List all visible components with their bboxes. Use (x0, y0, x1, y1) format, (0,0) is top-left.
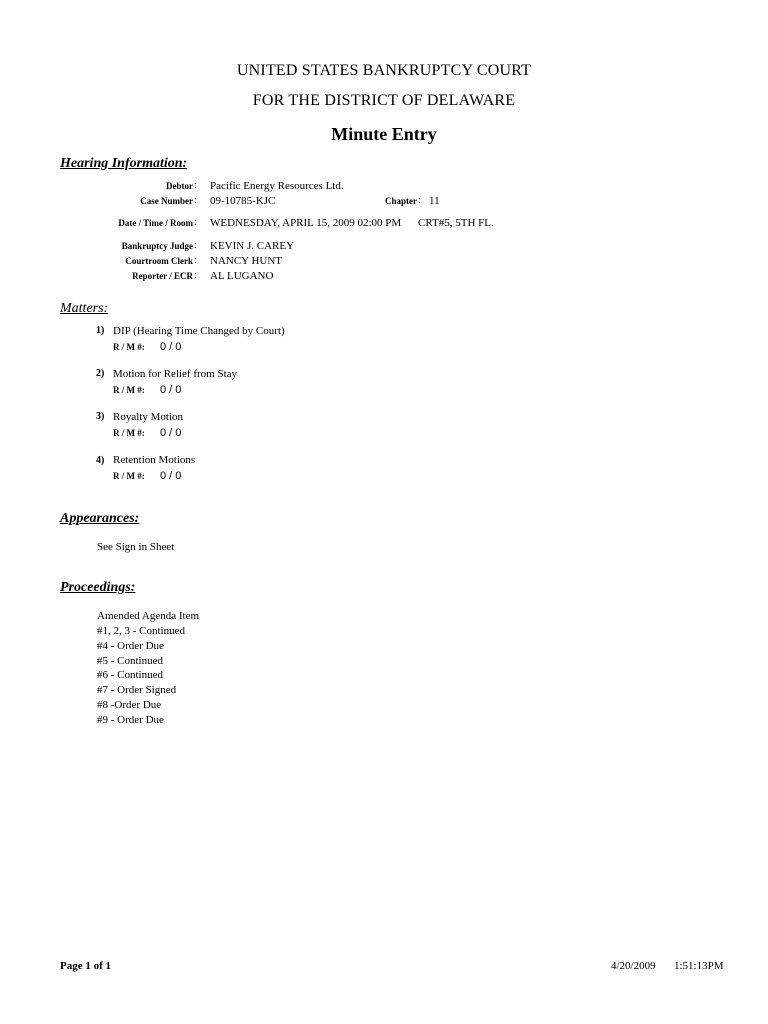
district-name: FOR THE DISTRICT OF DELAWARE (252, 92, 516, 109)
appearances-heading: Appearances: (60, 511, 140, 526)
matter-text: Retention Motions (113, 454, 196, 466)
proceedings-heading: Proceedings: (60, 580, 136, 595)
colon: : (194, 195, 197, 206)
rm-label: R / M #: (113, 385, 145, 395)
proceedings-line: #1, 2, 3 - Continued (97, 625, 185, 637)
proceedings-line: #6 - Continued (97, 669, 163, 681)
matter-number: 3) (96, 411, 105, 422)
rm-label: R / M #: (113, 342, 145, 352)
proceedings-line: #4 - Order Due (97, 640, 164, 652)
matter-text: DIP (Hearing Time Changed by Court) (113, 325, 285, 337)
date-time-room-label: Date / Time / Room (118, 218, 193, 228)
debtor-label: Debtor (166, 181, 193, 191)
room-value: CRT#5, 5TH FL. (418, 217, 494, 229)
colon: : (194, 255, 197, 266)
matter-text: Royalty Motion (113, 411, 183, 423)
proceedings-line: #8 -Order Due (97, 699, 162, 711)
colon: : (194, 240, 197, 251)
print-time: 1:51:13PM (674, 960, 724, 972)
hearing-info-heading: Hearing Information: (60, 156, 188, 171)
print-date: 4/20/2009 (611, 960, 656, 972)
matter-number: 4) (96, 455, 105, 466)
colon: : (418, 195, 421, 206)
rm-value: 0 / 0 (160, 384, 182, 396)
appearances-text: See Sign in Sheet (97, 541, 175, 553)
judge-value: KEVIN J. CAREY (210, 240, 295, 252)
colon: : (194, 270, 197, 281)
matter-number: 1) (96, 325, 105, 336)
matter-number: 2) (96, 368, 105, 379)
proceedings-line: #9 - Order Due (97, 714, 164, 726)
proceedings-line: #7 - Order Signed (97, 684, 177, 696)
reporter-value: AL LUGANO (210, 270, 274, 282)
case-number-label: Case Number (140, 196, 193, 206)
debtor-value: Pacific Energy Resources Ltd. (210, 180, 344, 192)
rm-label: R / M #: (113, 428, 145, 438)
clerk-label: Courtroom Clerk (125, 256, 193, 266)
colon: : (194, 217, 197, 228)
chapter-value: 11 (429, 195, 440, 207)
colon: : (194, 180, 197, 191)
rm-value: 0 / 0 (160, 341, 182, 353)
matters-heading: Matters: (60, 301, 109, 316)
proceedings-line: #5 - Continued (97, 655, 163, 667)
reporter-label: Reporter / ECR (132, 271, 193, 281)
chapter-label: Chapter (385, 196, 417, 206)
rm-label: R / M #: (113, 471, 145, 481)
rm-value: 0 / 0 (160, 427, 182, 439)
court-name: UNITED STATES BANKRUPTCY COURT (236, 62, 532, 79)
page-number: Page 1 of 1 (60, 960, 112, 972)
clerk-value: NANCY HUNT (210, 255, 283, 267)
date-time-value: WEDNESDAY, APRIL 15, 2009 02:00 PM (210, 217, 402, 229)
judge-label: Bankruptcy Judge (121, 241, 193, 251)
matter-text: Motion for Relief from Stay (113, 368, 238, 380)
case-number-value: 09-10785-KJC (210, 195, 276, 207)
page-title: Minute Entry (331, 124, 437, 144)
proceedings-line: Amended Agenda Item (97, 610, 200, 622)
rm-value: 0 / 0 (160, 470, 182, 482)
